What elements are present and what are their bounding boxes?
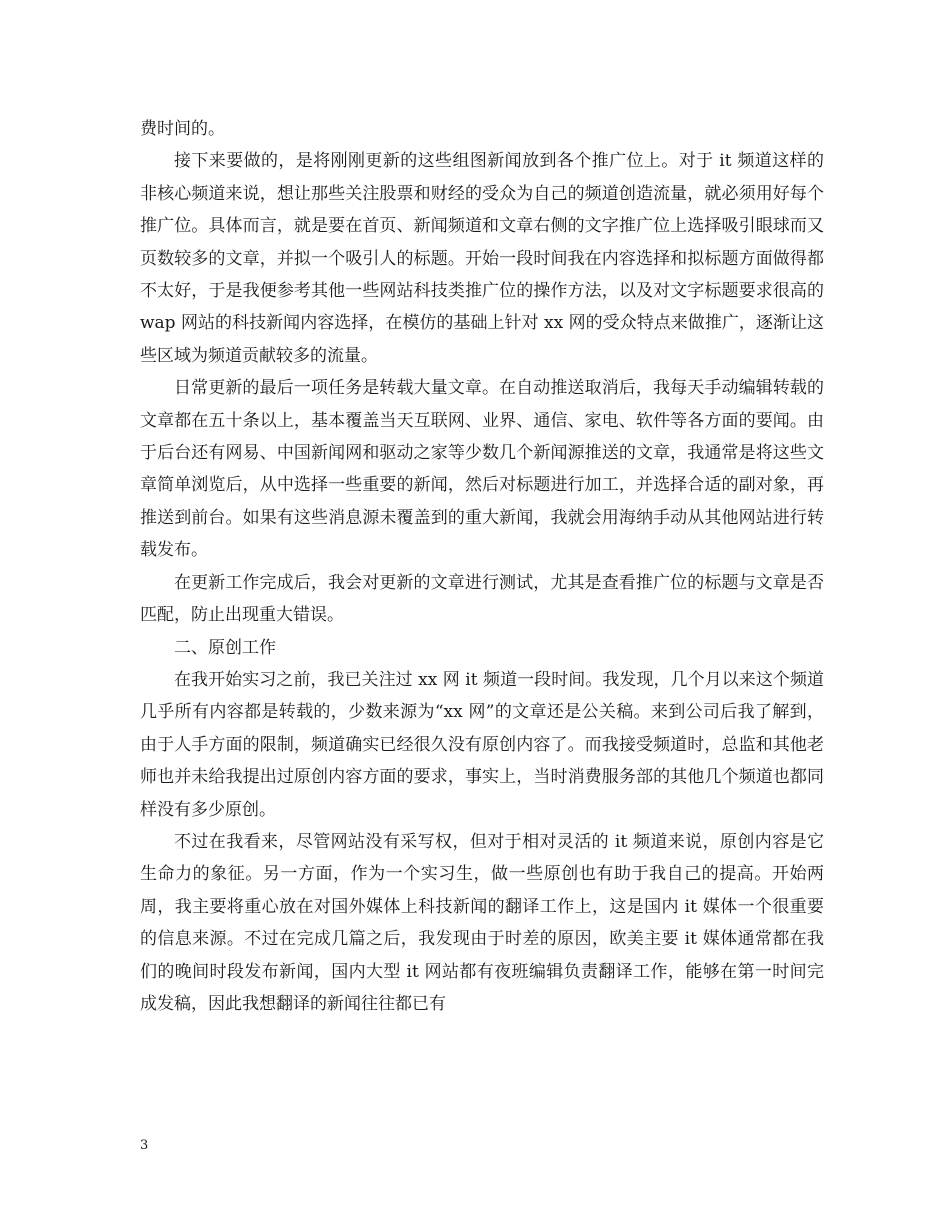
paragraph-6: 不过在我看来，尽管网站没有采写权，但对于相对灵活的 it 频道来说，原创内容是它生命力的象征。另一方面，作为一个实习生，做一些原创也有助于我自己的提高。开始两周，我主要将重心放在对国外媒体上科技新闻的翻译工作上，这是国内 it 媒体一个很重要的信息来源。不过在完成几篇之后，我发现由于时差的原因，欧美主要 it 媒体通常都在我们的晚间时段发布新闻，国内大型 it 网站都有夜班编辑负责翻译工作，能够在第一时间完成发稿，因此我想翻译的新闻往往都已有 bbox=[140, 831, 824, 1014]
paragraph-2: 接下来要做的，是将刚刚更新的这些组图新闻放到各个推广位上。对于 it 频道这样的非核心频道来说，想让那些关注股票和财经的受众为自己的频道创造流量，就必须用好每个推广位。具体而言，就是要在首页、新闻频道和文章右侧的文字推广位上选择吸引眼球而又页数较多的文章，并拟一个吸引人的标题。开始一段时间我在内容选择和拟标题方面做得都不太好，于是我便参考其他一些网站科技类推广位的操作方法，以及对文字标题要求很高的 wap 网站的科技新闻内容选择，在模仿的基础上针对 xx 网的受众特点来做推广，逐渐让这些区域为频道贡献较多的流量。 bbox=[140, 151, 824, 366]
paragraph-4: 在更新工作完成后，我会对更新的文章进行测试，尤其是查看推广位的标题与文章是否匹配，防止出现重大错误。 bbox=[140, 572, 824, 626]
paragraph-3: 日常更新的最后一项任务是转载大量文章。在自动推送取消后，我每天手动编辑转载的文章都在五十条以上，基本覆盖当天互联网、业界、通信、家电、软件等各方面的要闻。由于后台还有网易、中国新闻网和驱动之家等少数几个新闻源推送的文章，我通常是将这些文章简单浏览后，从中选择一些重要的新闻，然后对标题进行加工，并选择合适的副对象，再推送到前台。如果有这些消息源未覆盖到的重大新闻，我就会用海纳手动从其他网站进行转载发布。 bbox=[140, 378, 824, 561]
paragraph-1: 费时间的。 bbox=[140, 119, 225, 139]
paragraph-5: 在我开始实习之前，我已关注过 xx 网 it 频道一段时间。我发现，几个月以来这个频道几乎所有内容都是转载的，少数来源为“xx 网”的文章还是公关稿。来到公司后我了解到，由于人手方面的限制，频道确实已经很久没有原创内容了。而我接受频道时，总监和其他老师也并未给我提出过原创内容方面的要求，事实上，当时消费服务部的其他几个频道也都同样没有多少原创。 bbox=[140, 669, 824, 820]
section-heading: 二、原创工作 bbox=[174, 637, 276, 658]
page-number: 3 bbox=[140, 1138, 149, 1153]
document-body bbox=[140, 113, 824, 1020]
